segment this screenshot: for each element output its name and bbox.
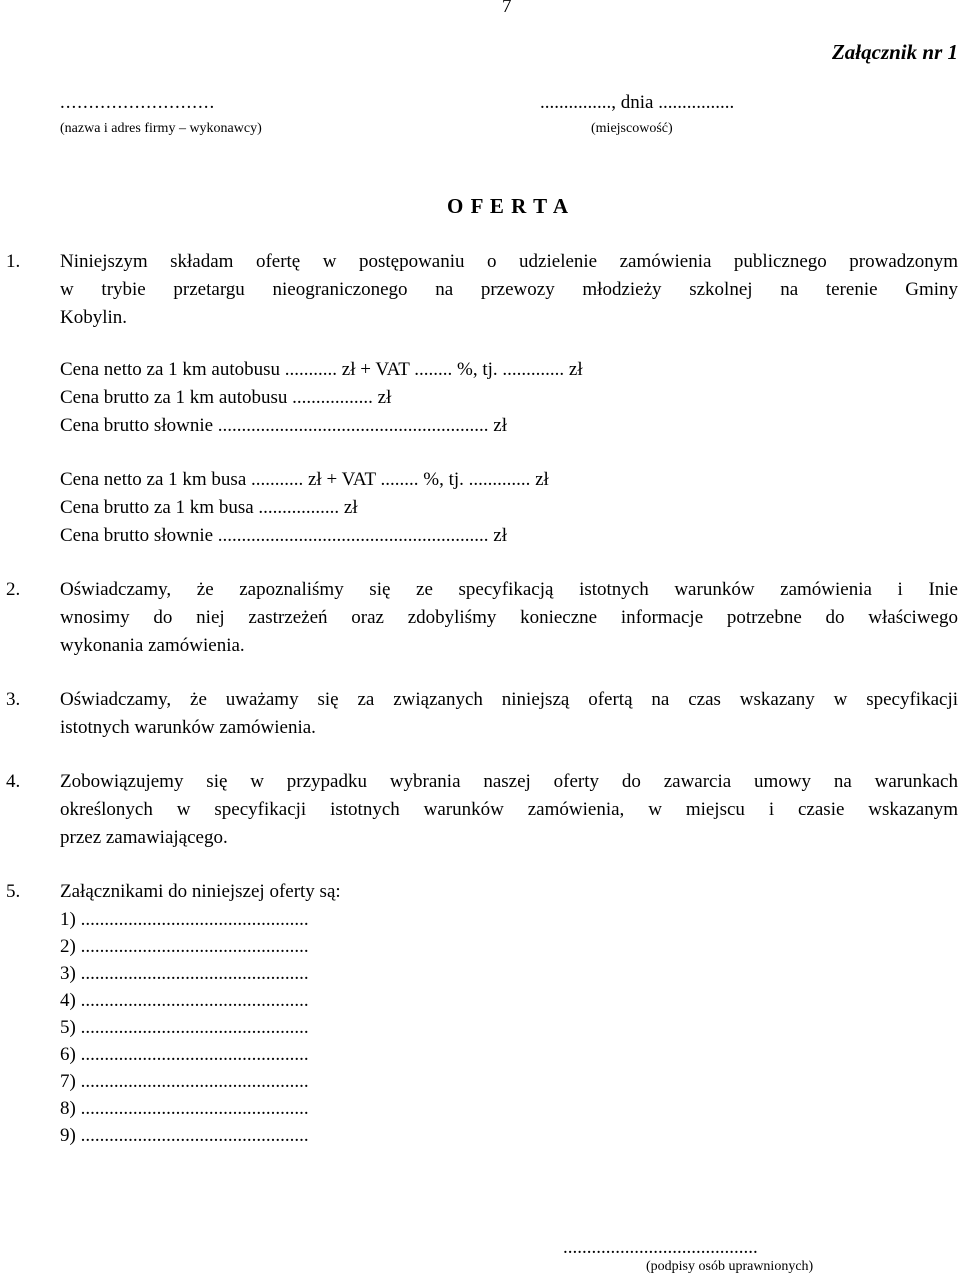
section-3-number: 3. — [6, 689, 21, 710]
section-4-line: określonych w specyfikacji istotnych warunków zamówienia, w miejscu i czasie wskazanym — [60, 799, 958, 820]
attachment-item: 6) ................................................ — [60, 1044, 309, 1065]
section-2-line: wykonania zamówienia. — [60, 635, 245, 656]
price-bus-brutto: Cena brutto za 1 km busa ................. zł — [60, 497, 358, 518]
attachment-item: 8) ................................................ — [60, 1098, 309, 1119]
section-4-number: 4. — [6, 771, 21, 792]
attachment-item: 1) ................................................ — [60, 909, 309, 930]
firm-label: (nazwa i adres firmy – wykonawcy) — [60, 121, 262, 136]
section-1-text — [60, 248, 958, 332]
document-title: O F E R T A — [447, 194, 570, 218]
annex-label: Załącznik nr 1 — [831, 40, 958, 64]
attachment-item: 5) ................................................ — [60, 1017, 309, 1038]
section-4-text — [60, 768, 958, 852]
place-label: (miejscowość) — [591, 121, 673, 136]
signature-dots: ......................................... — [563, 1237, 758, 1258]
section-2-line: Oświadczamy, że zapoznaliśmy się ze specyfikacją istotnych warunków zamówienia i Inie — [60, 579, 958, 600]
price-bus-words: Cena brutto słownie ......................................................... zł — [60, 525, 507, 546]
price-autobus-brutto: Cena brutto za 1 km autobusu ................. zł — [60, 387, 392, 408]
price-autobus-words: Cena brutto słownie ......................................................... zł — [60, 415, 507, 436]
page-number: 7 — [502, 0, 512, 17]
section-2-number: 2. — [6, 579, 21, 600]
section-5-number: 5. — [6, 881, 21, 902]
section-3-line: Oświadczamy, że uważamy się za związanych niniejszą ofertą na czas wskazany w specyfikacji — [60, 689, 958, 710]
attachment-item: 4) ................................................ — [60, 990, 309, 1011]
section-4-line: Zobowiązujemy się w przypadku wybrania naszej oferty do zawarcia umowy na warunkach — [60, 771, 958, 792]
section-1-line: Kobylin. — [60, 307, 128, 328]
place-date-line: ..............., dnia ................ — [540, 92, 735, 113]
firm-dots: ........................... — [60, 92, 216, 113]
attachment-item: 2) ................................................ — [60, 936, 309, 957]
attachment-item: 9) ................................................ — [60, 1125, 309, 1146]
attachment-item: 3) ................................................ — [60, 963, 309, 984]
price-bus-netto: Cena netto za 1 km busa ........... zł + VAT ........ %, tj. ............. zł — [60, 469, 549, 490]
attachment-item: 7) ................................................ — [60, 1071, 309, 1092]
section-2-text — [60, 576, 958, 660]
section-1-number: 1. — [6, 251, 21, 272]
signature-label: (podpisy osób uprawnionych) — [646, 1259, 814, 1274]
section-2-line: wnosimy do niej zastrzeżeń oraz zdobyliśmy konieczne informacje potrzebne do właściwego — [60, 607, 958, 628]
section-3-text — [60, 686, 958, 742]
section-4-line: przez zamawiającego. — [60, 827, 228, 848]
section-5-heading: Załącznikami do niniejszej oferty są: — [60, 881, 341, 902]
price-autobus-netto: Cena netto za 1 km autobusu ........... zł + VAT ........ %, tj. ............. zł — [60, 359, 583, 380]
section-1-line: Niniejszym składam ofertę w postępowaniu o udzielenie zamówienia publicznego prowadzonym — [60, 251, 958, 272]
section-3-line: istotnych warunków zamówienia. — [60, 717, 316, 738]
section-1-line: w trybie przetargu nieograniczonego na przewozy młodzieży szkolnej na terenie Gminy — [60, 279, 958, 300]
